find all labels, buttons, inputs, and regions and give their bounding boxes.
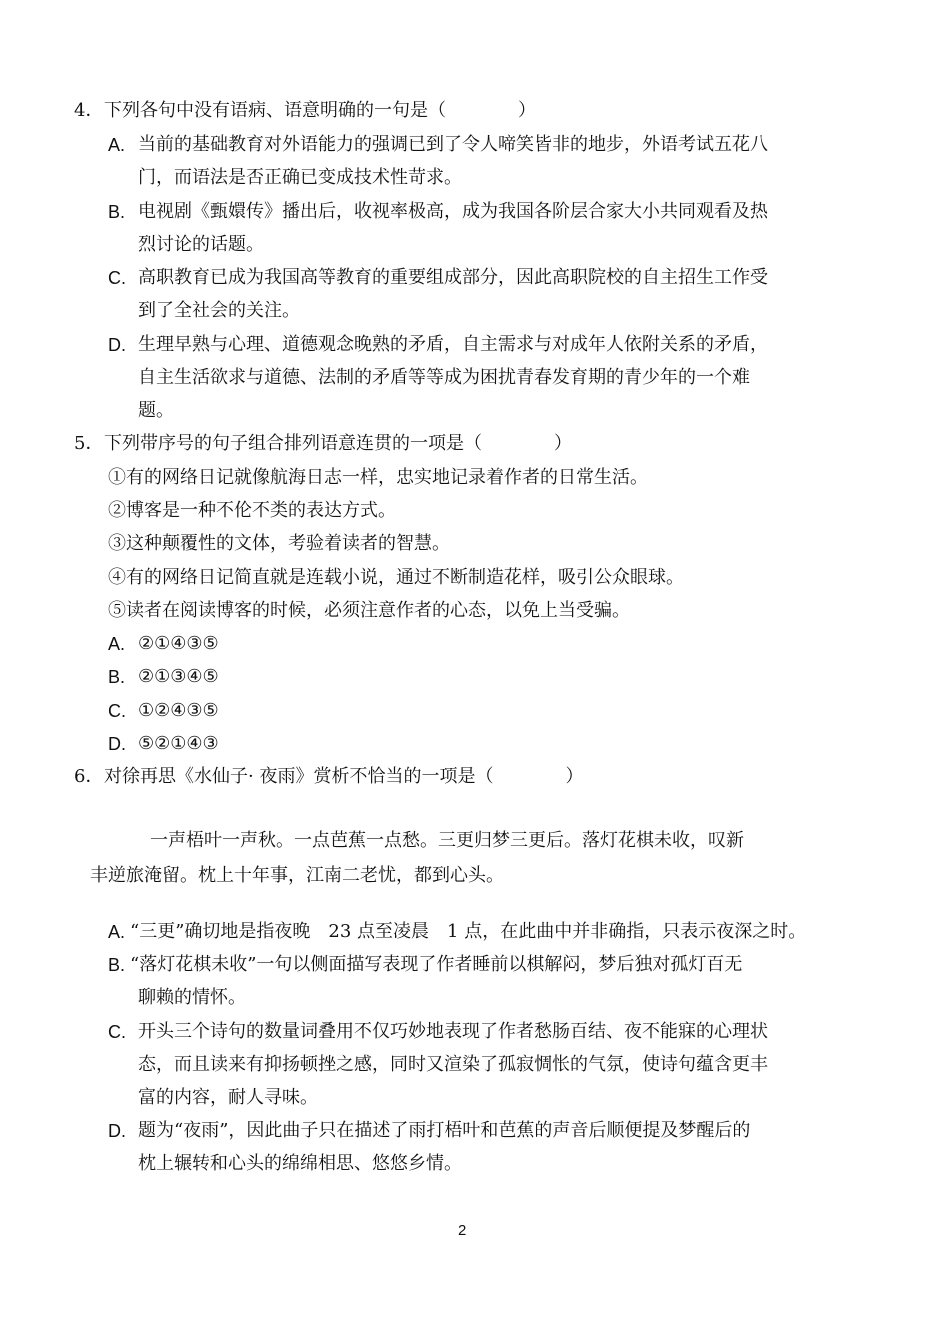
page-number: 2 [458,1222,467,1239]
question-4-number: 4． [74,100,104,121]
question-6-stem: 对徐再思《水仙子· 夜雨》赏析不恰当的一项是（ ） [104,766,584,787]
q6-option-b-line-1: “落灯花棋未收”一句以侧面描写表现了作者睡前以棋解闷，梦后独对孤灯百无 [130,954,743,975]
q6-option-a-line-1: “三更”确切地是指夜晚 23 点至凌晨 1 点，在此曲中并非确指，只表示夜深之时。 [130,921,807,942]
q4-option-c-letter: C. [108,268,126,288]
q5-sentence-4: ④有的网络日记简直就是连载小说，通过不断制造花样，吸引公众眼球。 [108,567,684,588]
q6-option-d-letter: D. [108,1121,126,1141]
q5-option-a-letter: A. [108,634,126,654]
q5-option-b-letter: B. [108,667,126,687]
poem-line-1: 一声梧叶一声秋。一点芭蕉一点愁。三更归梦三更后。落灯花棋未收，叹新 [150,830,744,851]
q6-option-c-line-1: 开头三个诗句的数量词叠用不仅巧妙地表现了作者愁肠百结、夜不能寐的心理状 [138,1021,768,1042]
q4-option-d-line-1: 生理早熟与心理、道德观念晚熟的矛盾，自主需求与对成年人依附关系的矛盾， [138,334,768,355]
q6-option-d-line-2: 枕上辗转和心头的绵绵相思、悠悠乡情。 [138,1153,462,1174]
q4-option-d-line-2: 自主生活欲求与道德、法制的矛盾等等成为困扰青春发育期的青少年的一个难 [138,367,750,388]
poem-line-2: 丰逆旅淹留。枕上十年事，江南二老忧，都到心头。 [90,865,504,886]
q4-option-a-line-2: 门，而语法是否正确已变成技术性苛求。 [138,167,462,188]
question-6-number: 6． [74,766,104,787]
question-5-number: 5． [74,433,104,454]
q6-option-d-line-1: 题为“夜雨”，因此曲子只在描述了雨打梧叶和芭蕉的声音后顺便提及梦醒后的 [138,1120,751,1141]
q6-option-c-line-2: 态，而且读来有抑扬顿挫之感，同时又渲染了孤寂惆怅的气氛，使诗句蕴含更丰 [138,1054,768,1075]
q5-option-d-letter: D. [108,734,126,754]
q4-option-a-letter: A. [108,135,126,155]
q5-option-c-text: ①②④③⑤ [138,700,219,721]
q4-option-c-line-2: 到了全社会的关注。 [138,300,300,321]
q4-option-a-line-1: 当前的基础教育对外语能力的强调已到了令人啼笑皆非的地步，外语考试五花八 [138,134,768,155]
q5-option-c-letter: C. [108,701,126,721]
q6-option-b-line-2: 聊赖的情怀。 [138,987,246,1008]
question-5-stem: 下列带序号的句子组合排列语意连贯的一项是（ ） [104,433,572,454]
q4-option-c-line-1: 高职教育已成为我国高等教育的重要组成部分，因此高职院校的自主招生工作受 [138,267,768,288]
q4-option-d-letter: D. [108,335,126,355]
q6-option-c-letter: C. [108,1022,126,1042]
q4-option-b-letter: B. [108,202,126,222]
q5-option-a-text: ②①④③⑤ [138,633,219,654]
q4-option-d-line-3: 题。 [138,400,174,421]
q4-option-b-line-2: 烈讨论的话题。 [138,234,264,255]
question-4-stem: 下列各句中没有语病、语意明确的一句是（ ） [104,100,536,121]
q5-option-b-text: ②①③④⑤ [138,666,219,687]
q5-sentence-1: ①有的网络日记就像航海日志一样，忠实地记录着作者的日常生活。 [108,467,648,488]
q5-sentence-2: ②博客是一种不伦不类的表达方式。 [108,500,396,521]
q6-option-a-letter: A. [108,922,126,942]
q4-option-b-line-1: 电视剧《甄嬛传》播出后，收视率极高，成为我国各阶层合家大小共同观看及热 [138,201,768,222]
q5-option-d-text: ⑤②①④③ [138,733,219,754]
q6-option-b-letter: B. [108,955,126,975]
q5-sentence-5: ⑤读者在阅读博客的时候，必须注意作者的心态，以免上当受骗。 [108,600,630,621]
q5-sentence-3: ③这种颠覆性的文体，考验着读者的智慧。 [108,533,450,554]
q6-option-c-line-3: 富的内容，耐人寻味。 [138,1087,318,1108]
